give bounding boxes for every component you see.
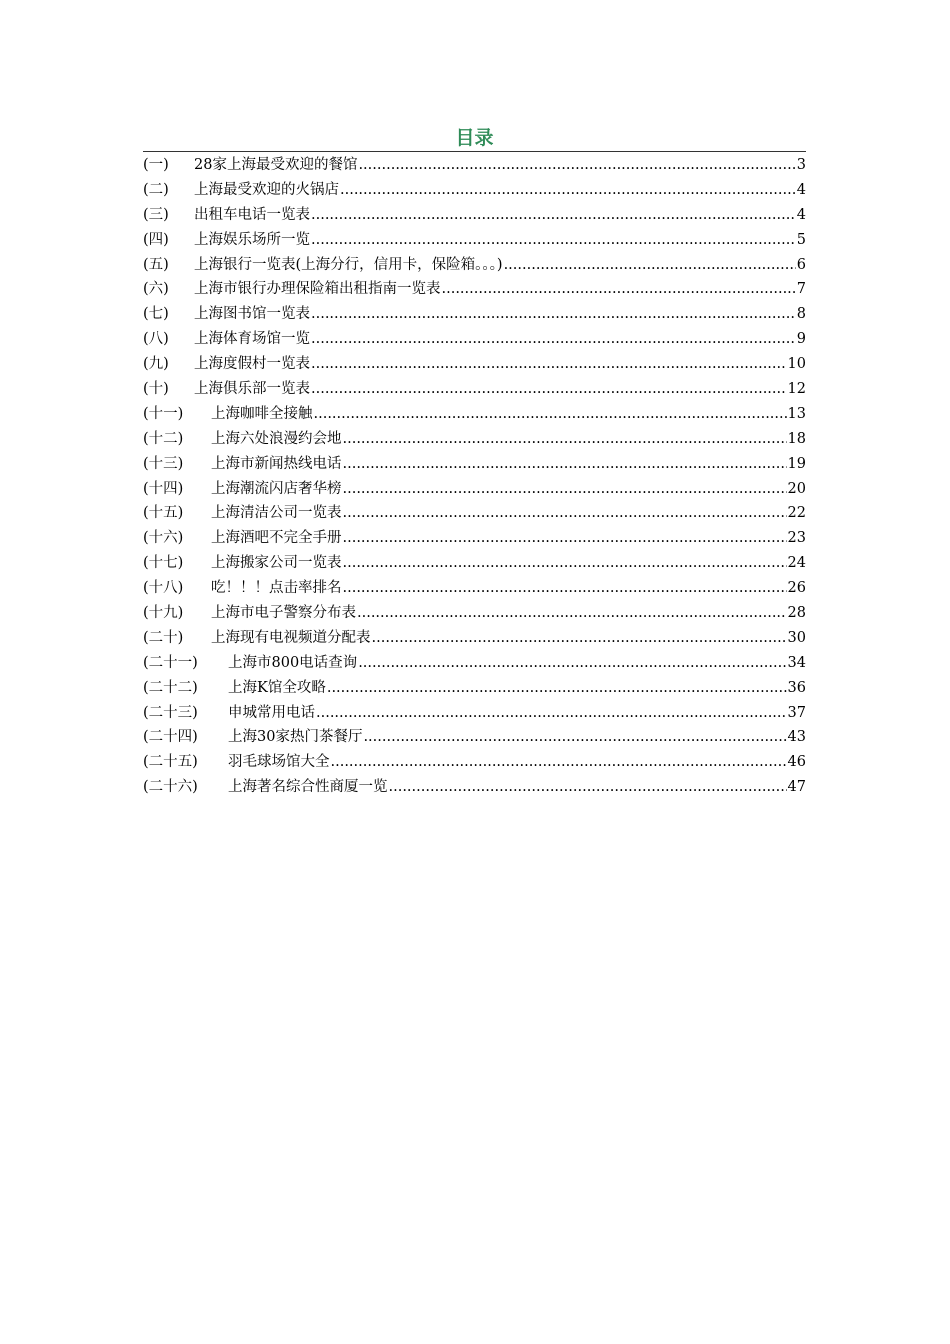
toc-entry-page: 6 — [796, 256, 806, 273]
toc-entry-page: 24 — [787, 555, 806, 572]
toc-entry-title: 上海K馆全攻略 — [228, 679, 326, 696]
toc-entry-page: 4 — [796, 206, 806, 223]
toc-dot-leader — [316, 701, 787, 726]
toc-entry[interactable] — [143, 725, 806, 750]
toc-dot-leader — [314, 402, 787, 427]
toc-entry[interactable] — [143, 253, 806, 278]
toc-entry-number: (十六) — [143, 530, 184, 547]
toc-entry-page: 3 — [796, 157, 806, 173]
toc-entry-title: 上海图书馆一览表 — [194, 306, 310, 323]
toc-dot-leader — [343, 452, 787, 477]
toc-entry-title: 上海30家热门茶餐厅 — [228, 729, 363, 746]
toc-entry-page: 18 — [787, 430, 806, 447]
toc-dot-leader — [343, 427, 787, 452]
toc-entry[interactable] — [143, 203, 806, 228]
toc-entry[interactable] — [143, 626, 806, 651]
toc-dot-leader — [343, 501, 787, 526]
toc-entry[interactable] — [143, 153, 806, 178]
toc-dot-leader — [389, 775, 787, 800]
toc-entry-number: (一) — [143, 157, 169, 173]
toc-entry-page: 7 — [796, 281, 806, 298]
toc-entry-title: 上海清洁公司一览表 — [211, 505, 342, 522]
toc-entry-number: (三) — [143, 206, 169, 223]
toc-entry-title: 28家上海最受欢迎的餐馆 — [194, 157, 358, 173]
toc-entry-title: 上海体育场馆一览 — [194, 331, 310, 348]
toc-entry-title: 上海市电子警察分布表 — [211, 605, 356, 622]
toc-dot-leader — [343, 576, 787, 601]
toc-entry-number: (二十四) — [143, 729, 198, 746]
toc-entry-title: 上海娱乐场所一览 — [194, 231, 310, 248]
toc-dot-leader — [343, 551, 787, 576]
toc-entry-number: (二十一) — [143, 654, 198, 671]
toc-dot-leader — [340, 178, 796, 203]
toc-entry-page: 5 — [796, 231, 806, 248]
toc-entry-page: 34 — [787, 654, 806, 671]
toc-entry-page: 26 — [787, 580, 806, 597]
toc-entry-number: (四) — [143, 231, 169, 248]
toc-entry-number: (二) — [143, 181, 169, 198]
toc-dot-leader — [372, 626, 787, 651]
toc-entry-title: 申城常用电话 — [228, 704, 315, 721]
toc-entry[interactable] — [143, 750, 806, 775]
toc-entry-title: 上海潮流闪店奢华榜 — [211, 480, 342, 497]
toc-entry[interactable] — [143, 601, 806, 626]
toc-entry-number: (十一) — [143, 405, 184, 422]
toc-dot-leader — [363, 725, 786, 750]
toc-entry-title: 上海著名综合性商厦一览 — [228, 779, 388, 796]
toc-entry[interactable] — [143, 701, 806, 726]
toc-entry-page: 36 — [787, 679, 806, 696]
toc-entry-number: (十) — [143, 381, 169, 398]
toc-entry-number: (七) — [143, 306, 169, 323]
toc-entry-page: 37 — [787, 704, 806, 721]
toc-dot-leader — [358, 651, 786, 676]
toc-entry-page: 22 — [787, 505, 806, 522]
toc-entry-number: (十七) — [143, 555, 184, 572]
toc-entry-page: 47 — [787, 779, 806, 796]
toc-title: 目录 — [455, 127, 494, 149]
toc-entry-page: 20 — [787, 480, 806, 497]
toc-entry[interactable] — [143, 676, 806, 701]
toc-entry-page: 19 — [787, 455, 806, 472]
toc-entry[interactable] — [143, 402, 806, 427]
toc-entry-number: (十三) — [143, 455, 184, 472]
toc-entry-page: 8 — [796, 306, 806, 323]
toc-entry-page: 13 — [787, 405, 806, 422]
toc-entry[interactable] — [143, 576, 806, 601]
toc-dot-leader — [343, 477, 787, 502]
toc-dot-leader — [442, 277, 796, 302]
toc-entry[interactable] — [143, 452, 806, 477]
toc-entry-title: 上海市新闻热线电话 — [211, 455, 342, 472]
toc-entry-title: 上海搬家公司一览表 — [211, 555, 342, 572]
toc-dot-leader — [311, 377, 787, 402]
toc-entry-page: 10 — [787, 356, 806, 373]
toc-dot-leader — [504, 253, 796, 278]
toc-entry-title: 上海度假村一览表 — [194, 356, 310, 373]
toc-entry-number: (二十) — [143, 629, 184, 646]
toc-entry-number: (十八) — [143, 580, 184, 597]
toc-entry-number: (十四) — [143, 480, 184, 497]
toc-entry-page: 12 — [787, 381, 806, 398]
toc-entry[interactable] — [143, 178, 806, 203]
toc-entry-number: (十九) — [143, 605, 184, 622]
toc-dot-leader — [311, 352, 787, 377]
toc-entry[interactable] — [143, 377, 806, 402]
toc-entry[interactable] — [143, 427, 806, 452]
title-divider — [143, 151, 806, 152]
toc-entry-title: 上海酒吧不完全手册 — [211, 530, 342, 547]
toc-entry-number: (十二) — [143, 430, 184, 447]
toc-entry[interactable] — [143, 277, 806, 302]
toc-entry[interactable] — [143, 526, 806, 551]
toc-entry-number: (五) — [143, 256, 169, 273]
toc-entry-title: 出租车电话一览表 — [194, 206, 310, 223]
toc-entry[interactable] — [143, 651, 806, 676]
toc-entry[interactable] — [143, 352, 806, 377]
toc-entry-title: 上海俱乐部一览表 — [194, 381, 310, 398]
toc-entry-title: 上海市银行办理保险箱出租指南一览表 — [194, 281, 441, 298]
toc-entry[interactable] — [143, 228, 806, 253]
toc-dot-leader — [327, 676, 787, 701]
toc-dot-leader — [343, 526, 787, 551]
toc-entry-title: 上海六处浪漫约会地 — [211, 430, 342, 447]
toc-dot-leader — [311, 302, 796, 327]
toc-entry-title: 上海咖啡全接触 — [211, 405, 313, 422]
toc-entry-page: 46 — [787, 754, 806, 771]
toc-entry-number: (八) — [143, 331, 169, 348]
toc-entry-page: 9 — [796, 331, 806, 348]
toc-dot-leader — [331, 750, 787, 775]
toc-entry[interactable] — [143, 775, 806, 800]
toc-entry-title: 羽毛球场馆大全 — [228, 754, 330, 771]
toc-entry-number: (二十五) — [143, 754, 198, 771]
toc-entry[interactable] — [143, 477, 806, 502]
toc-entry-number: (二十三) — [143, 704, 198, 721]
toc-entry-number: (十五) — [143, 505, 184, 522]
toc-entry[interactable] — [143, 327, 806, 352]
toc-entry-page: 23 — [787, 530, 806, 547]
toc-dot-leader — [311, 327, 796, 352]
toc-entry[interactable] — [143, 501, 806, 526]
toc-entry-title: 上海市800电话查询 — [228, 654, 358, 671]
toc-entry-title: 上海银行一览表(上海分行，信用卡，保险箱。。。) — [194, 256, 503, 273]
toc-entry-page: 28 — [787, 605, 806, 622]
toc-entry-number: (九) — [143, 356, 169, 373]
toc-entry-number: (六) — [143, 281, 169, 298]
toc-entry-page: 4 — [796, 181, 806, 198]
toc-entry-number: (二十二) — [143, 679, 198, 696]
toc-entry-number: (二十六) — [143, 779, 198, 796]
toc-entry-page: 30 — [787, 629, 806, 646]
toc-entry[interactable] — [143, 551, 806, 576]
toc-list — [143, 153, 806, 800]
toc-dot-leader — [358, 153, 795, 178]
toc-dot-leader — [357, 601, 787, 626]
toc-dot-leader — [311, 203, 796, 228]
toc-entry-title: 上海现有电视频道分配表 — [211, 629, 371, 646]
toc-entry-title: 吃！！！点击率排名 — [211, 580, 342, 597]
toc-dot-leader — [311, 228, 796, 253]
toc-entry[interactable] — [143, 302, 806, 327]
toc-entry-title: 上海最受欢迎的火锅店 — [194, 181, 339, 198]
toc-entry-page: 43 — [787, 729, 806, 746]
